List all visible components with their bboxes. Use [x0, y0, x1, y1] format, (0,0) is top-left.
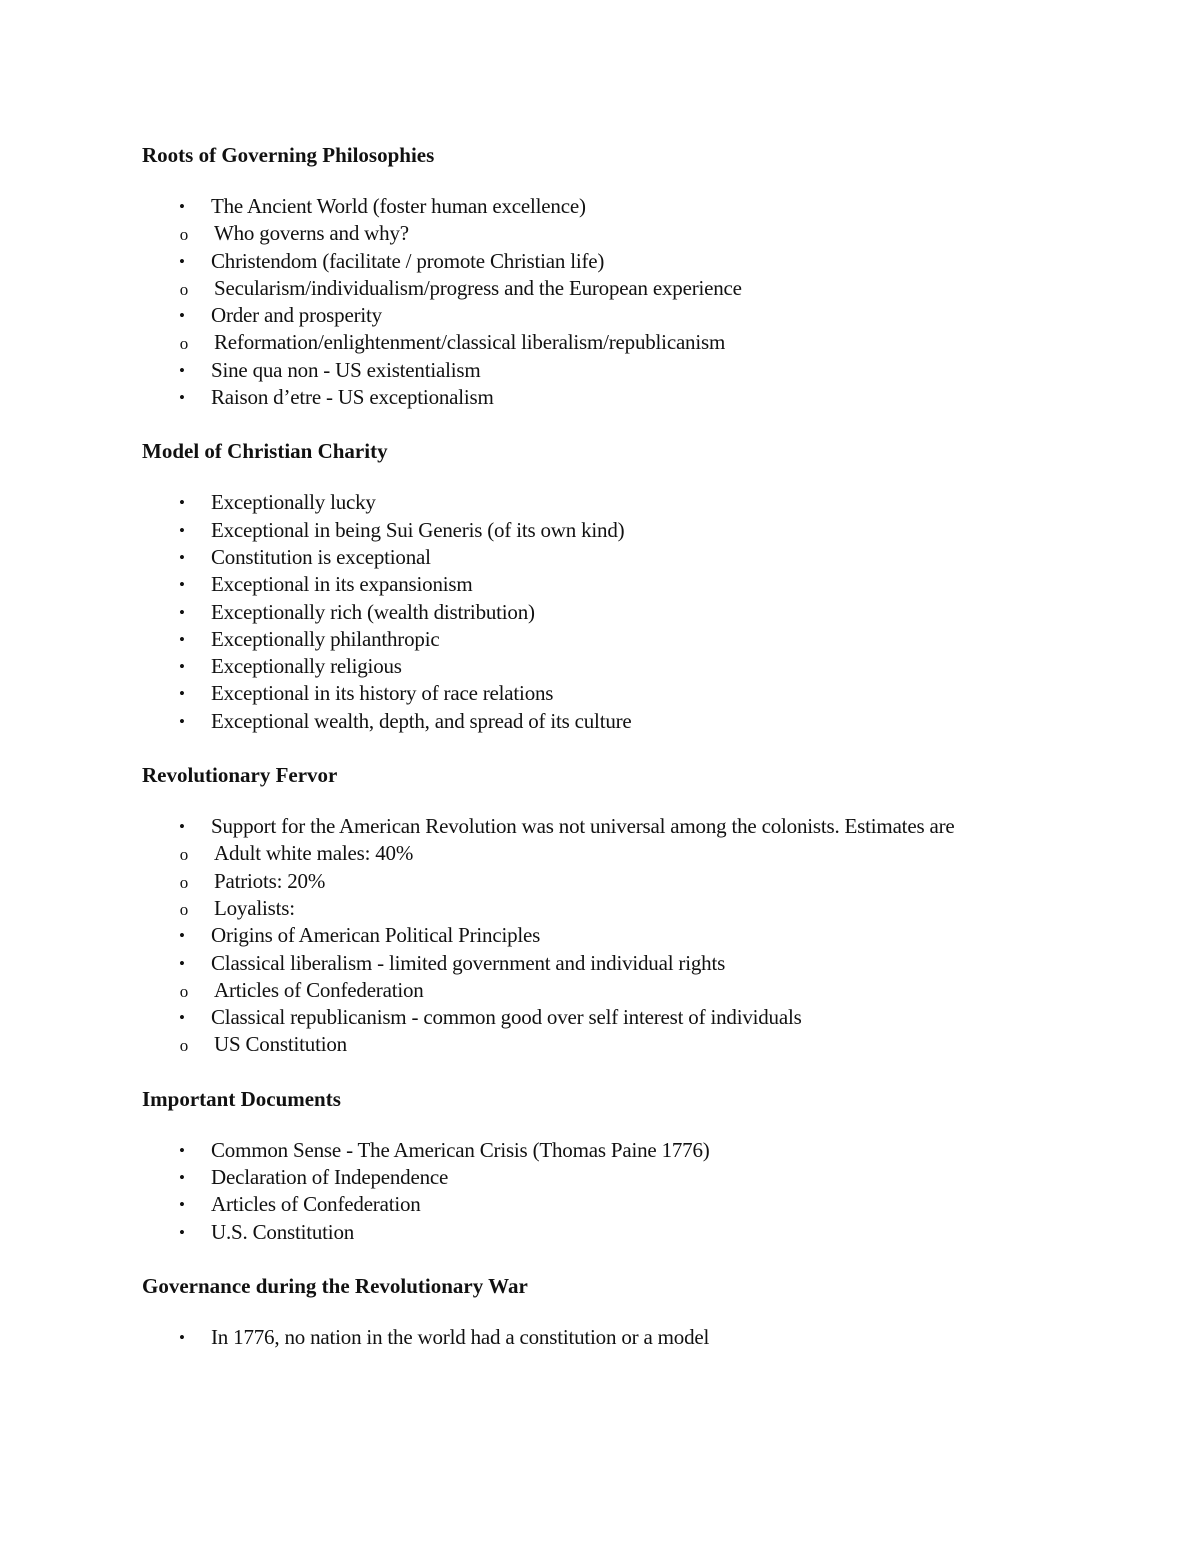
- list-item: [142, 708, 1042, 735]
- sub-list-item-text: US Constitution: [214, 1032, 347, 1057]
- sub-list-item: [73, 329, 1042, 356]
- sub-list-item: [73, 840, 1042, 867]
- document-page: [142, 141, 1042, 1377]
- bullet-dot-icon: •: [179, 711, 185, 731]
- list-item: [142, 489, 1042, 516]
- list-item-text: Exceptional in its history of race relations: [211, 681, 554, 706]
- list-item: [142, 357, 1042, 384]
- list-item-text: Christendom (facilitate / promote Christian life): [211, 248, 605, 273]
- list-item-text: U.S. Constitution: [211, 1219, 355, 1244]
- section: [142, 761, 1042, 1059]
- sub-list-item: [73, 868, 1042, 895]
- bullet-dot-icon: •: [179, 493, 185, 513]
- bullet-dot-icon: •: [179, 953, 185, 973]
- bullet-dot-icon: •: [179, 520, 185, 540]
- list-item-text: Origins of American Political Principles: [211, 923, 541, 948]
- sub-list-item-text: Adult white males: 40%: [214, 841, 414, 866]
- bullet-dot-icon: •: [179, 1140, 185, 1160]
- sub-list-item: [73, 220, 1042, 247]
- bullet-dot-icon: •: [179, 629, 185, 649]
- bullet-dot-icon: •: [179, 1168, 185, 1188]
- sub-list-item: [73, 977, 1042, 1004]
- bullet-list: [142, 1324, 1042, 1351]
- section: [142, 141, 1042, 411]
- list-item: [142, 950, 1042, 977]
- circle-bullet-icon: o: [179, 334, 189, 354]
- bullet-list: [142, 193, 1042, 411]
- circle-bullet-icon: o: [179, 1036, 189, 1056]
- section-heading: Roots of Governing Philosophies: [142, 143, 435, 167]
- bullet-dot-icon: •: [179, 547, 185, 567]
- list-item-text: Exceptionally philanthropic: [211, 626, 440, 651]
- list-item-text: Exceptional in being Sui Generis (of its own kind): [211, 517, 625, 542]
- bullet-dot-icon: •: [179, 926, 185, 946]
- list-item-text: Classical republicanism - common good over self interest of individuals: [211, 1005, 802, 1030]
- circle-bullet-icon: o: [179, 872, 189, 892]
- list-item: [142, 1324, 1042, 1351]
- list-item-text: Sine qua non - US existentialism: [211, 357, 481, 382]
- list-item: [142, 1137, 1042, 1164]
- list-item-text: Raison d’etre - US exceptionalism: [211, 385, 494, 410]
- sub-list-item-text: Who governs and why?: [214, 221, 409, 246]
- bullet-dot-icon: •: [179, 1195, 185, 1215]
- list-item-text: Support for the American Revolution was not universal among the colonists. Estimates are: [211, 814, 955, 839]
- bullet-list: [142, 1137, 1042, 1246]
- bullet-dot-icon: •: [179, 1327, 185, 1347]
- bullet-dot-icon: •: [179, 197, 185, 216]
- list-item: [142, 813, 1042, 840]
- list-item-text: In 1776, no nation in the world had a constitution or a model: [211, 1324, 710, 1349]
- list-item: [142, 248, 1042, 275]
- bullet-dot-icon: •: [179, 602, 185, 622]
- list-item: [142, 517, 1042, 544]
- list-item-text: Exceptionally lucky: [211, 490, 376, 515]
- section: [142, 1085, 1042, 1246]
- bullet-dot-icon: •: [179, 1222, 185, 1242]
- sub-list-item-text: Secularism/individualism/progress and the European experience: [214, 275, 742, 300]
- sub-list-item: [73, 1031, 1042, 1058]
- list-item-text: The Ancient World (foster human excellence): [211, 194, 586, 218]
- sub-list-item-text: Loyalists:: [214, 895, 295, 920]
- bullet-dot-icon: •: [179, 388, 185, 408]
- bullet-dot-icon: •: [179, 251, 185, 271]
- list-item-text: Constitution is exceptional: [211, 544, 431, 569]
- bullet-dot-icon: •: [179, 657, 185, 677]
- list-item: [142, 922, 1042, 949]
- list-item-text: Declaration of Independence: [211, 1165, 449, 1190]
- sub-list-item: [73, 275, 1042, 302]
- list-item: [142, 680, 1042, 707]
- bullet-list: [142, 489, 1042, 735]
- list-item: [142, 1164, 1042, 1191]
- list-item-text: Exceptionally religious: [211, 654, 402, 679]
- list-item-text: Classical liberalism - limited government and individual rights: [211, 950, 726, 975]
- section-heading: Governance during the Revolutionary War: [142, 1273, 528, 1298]
- list-item: [142, 384, 1042, 411]
- section-heading: Model of Christian Charity: [142, 439, 388, 464]
- list-item: [142, 1219, 1042, 1246]
- sub-list-item: [73, 895, 1042, 922]
- section-heading: Revolutionary Fervor: [142, 763, 338, 788]
- list-item: [142, 653, 1042, 680]
- list-item: [142, 1191, 1042, 1218]
- list-item-text: Exceptional wealth, depth, and spread of its culture: [211, 708, 632, 733]
- section-heading: Important Documents: [142, 1086, 341, 1111]
- sub-list-item-text: Patriots: 20%: [214, 868, 326, 893]
- circle-bullet-icon: o: [179, 225, 189, 245]
- list-item: [142, 302, 1042, 329]
- sub-list-item-text: Articles of Confederation: [214, 977, 424, 1002]
- sub-list-item-text: Reformation/enlightenment/classical liberalism/republicanism: [214, 330, 726, 355]
- bullet-dot-icon: •: [179, 817, 185, 837]
- list-item-text: Order and prosperity: [211, 303, 382, 328]
- list-item: [142, 599, 1042, 626]
- list-item: [142, 1004, 1042, 1031]
- list-item: [142, 571, 1042, 598]
- list-item: [142, 544, 1042, 571]
- circle-bullet-icon: o: [179, 981, 189, 1001]
- list-item-text: Exceptionally rich (wealth distribution): [211, 599, 535, 624]
- section: [142, 437, 1042, 735]
- circle-bullet-icon: o: [179, 845, 189, 865]
- bullet-dot-icon: •: [179, 575, 185, 595]
- circle-bullet-icon: o: [179, 899, 189, 919]
- bullet-dot-icon: •: [179, 360, 185, 380]
- list-item-text: Articles of Confederation: [211, 1192, 421, 1217]
- list-item-text: Exceptional in its expansionism: [211, 572, 473, 597]
- bullet-dot-icon: •: [179, 684, 185, 704]
- list-item: [142, 193, 1042, 220]
- section: [142, 1272, 1042, 1351]
- list-item-text: Common Sense - The American Crisis (Thomas Paine 1776): [211, 1137, 710, 1162]
- bullet-dot-icon: •: [179, 306, 185, 326]
- bullet-list: [142, 813, 1042, 1059]
- circle-bullet-icon: o: [179, 279, 189, 299]
- list-item: [142, 626, 1042, 653]
- bullet-dot-icon: •: [179, 1008, 185, 1028]
